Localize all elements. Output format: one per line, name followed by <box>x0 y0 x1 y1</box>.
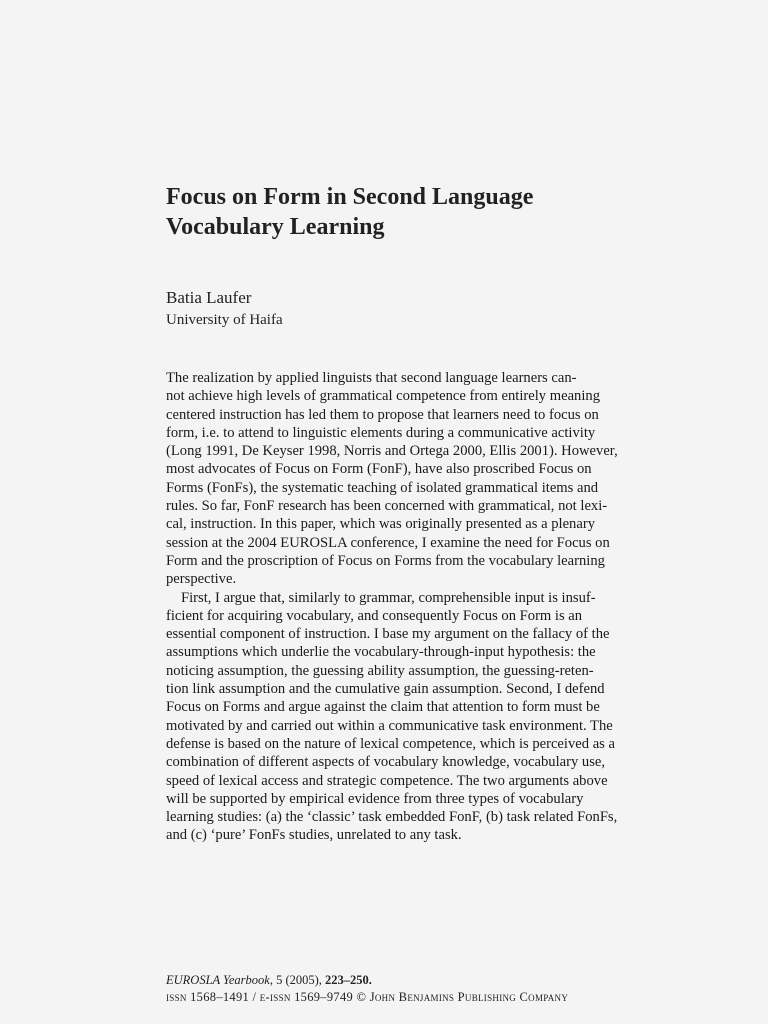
text-line: essential component of instruction. I base my argument on the fallacy of the <box>166 626 610 643</box>
text-line: not achieve high levels of grammatical competence from entirely meaning <box>166 388 600 405</box>
text-line: speed of lexical access and strategic competence. The two arguments above <box>166 772 608 789</box>
text-line: cal, instruction. In this paper, which was originally presented as a plenary <box>166 516 595 533</box>
text-line: (Long 1991, De Keyser 1998, Norris and Ortega 2000, Ellis 2001). However, <box>166 443 618 460</box>
publication-footer <box>166 972 568 1006</box>
abstract-paragraph-1 <box>166 369 666 589</box>
text-line: perspective. <box>166 571 237 588</box>
text-line: The realization by applied linguists that second language learners can- <box>166 370 577 386</box>
text-line: Focus on Forms and argue against the claim that attention to form must be <box>166 699 600 716</box>
citation-line <box>166 972 568 989</box>
author-name: Batia Laufer <box>166 288 252 307</box>
text-line: learning studies: (a) the ‘classic’ task embedded FonF, (b) task related FonFs, <box>166 809 618 826</box>
text-line: First, I argue that, similarly to grammar, comprehensible input is insuf- <box>181 589 596 606</box>
title-line: Focus on Form in Second Language <box>166 184 534 210</box>
title-line: Vocabulary Learning <box>166 214 385 240</box>
text-line: will be supported by empirical evidence from three types of vocabulary <box>166 790 584 807</box>
volume-year: 5 (2005), <box>272 973 326 987</box>
text-line: session at the 2004 EUROSLA conference, I examine the need for Focus on <box>166 534 610 551</box>
text-line: assumptions which underlie the vocabulary-through-input hypothesis: the <box>166 644 596 661</box>
text-line: form, i.e. to attend to linguistic elements during a communicative activity <box>166 424 596 441</box>
text-line: defense is based on the nature of lexical competence, which is perceived as a <box>166 735 615 752</box>
text-line: centered instruction has led them to propose that learners need to focus on <box>166 406 599 423</box>
article-title <box>166 182 626 242</box>
text-line: Forms (FonFs), the systematic teaching of isolated grammatical items and <box>166 479 599 496</box>
text-line: rules. So far, FonF research has been concerned with grammatical, not lexi- <box>166 498 608 515</box>
text-line: and (c) ‘pure’ FonFs studies, unrelated to any task. <box>166 827 462 844</box>
text-line: ficient for acquiring vocabulary, and consequently Focus on Form is an <box>166 607 583 624</box>
issn-line: issn 1568–1491 / e-issn 1569–9749 © John Benjamins Publishing Company <box>166 990 569 1004</box>
page-range: 223–250. <box>325 973 372 987</box>
text-line: tion link assumption and the cumulative gain assumption. Second, I defend <box>166 681 605 698</box>
text-line: Form and the proscription of Focus on Forms from the vocabulary learning <box>166 552 605 569</box>
author-affiliation: University of Haifa <box>166 312 283 328</box>
text-line: combination of different aspects of vocabulary knowledge, vocabulary use, <box>166 754 606 771</box>
text-line: noticing assumption, the guessing ability assumption, the guessing-reten- <box>166 662 594 679</box>
abstract <box>166 369 666 845</box>
journal-name: EUROSLA Yearbook, <box>166 973 273 987</box>
text-line: most advocates of Focus on Form (FonF), have also proscribed Focus on <box>166 461 592 478</box>
text-line: motivated by and carried out within a communicative task environment. The <box>166 717 613 734</box>
abstract-paragraph-2 <box>166 589 666 845</box>
